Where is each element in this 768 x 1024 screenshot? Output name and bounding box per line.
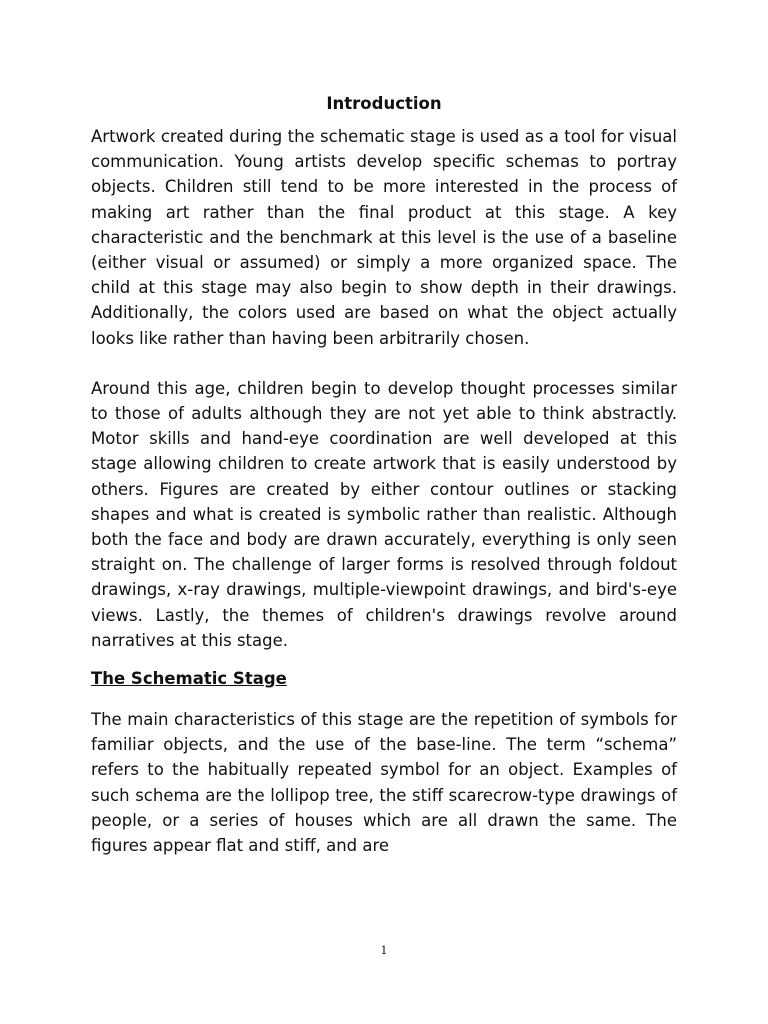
- page-title: Introduction: [326, 94, 442, 113]
- section-paragraph: The main characteristics of this stage are the repetition of symbols for familiar objects, and the use of the base-line. The term “schema” refers to the habitually repeated symbol for an object. Examples of such schema are the lollipop tree, the stiff scarecrow-type drawings of people, or a series of houses which are all drawn the same. The figures appear flat and stiff, and are: [91, 710, 677, 856]
- page-number: 1: [380, 944, 388, 957]
- intro-paragraph-1: Artwork created during the schematic stage is used as a tool for visual communication. Young artists develop specific schemas to portray objects. Children still tend to be more interested in the process of making art rather than the final product at this stage. A key characteristic and the benchmark at this level is the use of a baseline (either visual or assumed) or simply a more organized space. The child at this stage may also begin to show depth in their drawings. Additionally, the colors used are based on what the object actually looks like rather than having been arbitrarily chosen.: [91, 127, 677, 348]
- section-heading: The Schematic Stage: [91, 669, 287, 689]
- document-body: [91, 93, 677, 858]
- intro-paragraph-2: Around this age, children begin to develop thought processes similar to those of adults although they are not yet able to think abstractly. Motor skills and hand-eye coordination are well developed at this stage allowing children to create artwork that is easily understood by others. Figures are created by either contour outlines or stacking shapes and what is created is symbolic rather than realistic. Although both the face and body are drawn accurately, everything is only seen straight on. The challenge of larger forms is resolved through foldout drawings, x-ray drawings, multiple-viewpoint drawings, and bird's-eye views. Lastly, the themes of children's drawings revolve around narratives at this stage.: [91, 378, 677, 650]
